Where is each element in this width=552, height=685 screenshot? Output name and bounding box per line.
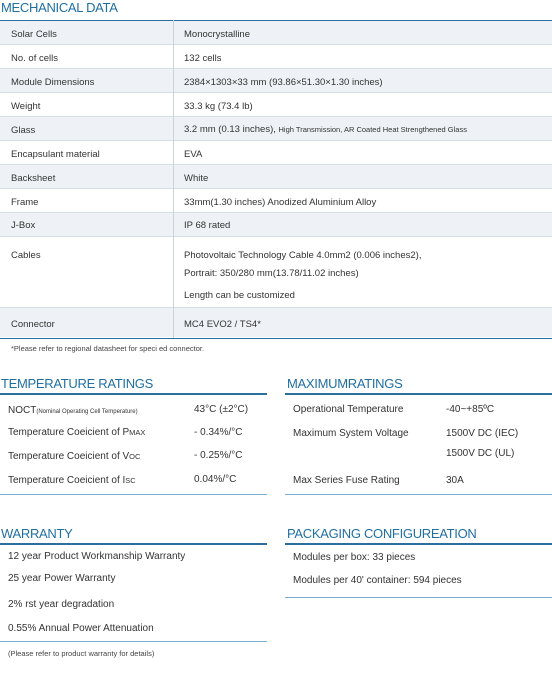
- noct-value: 43°C (±2°C): [194, 404, 249, 415]
- packaging-bottom-rule: [285, 597, 552, 598]
- system-voltage-ul: 1500V DC (UL): [446, 448, 515, 459]
- table-row: [0, 141, 552, 165]
- row-label: Solar Cells: [11, 29, 57, 40]
- row-value: MC4 EVO2 / TS4*: [184, 319, 261, 330]
- row-value-line: Portrait: 350/280 mm(13.78/11.02 inches): [184, 268, 359, 279]
- packaging-item: Modules per box: 33 pieces: [293, 552, 416, 563]
- operational-temp-label: Operational Temperature: [293, 404, 404, 415]
- noct-label: NOCT(Nominal Operating Cell Temperature): [8, 405, 138, 416]
- warranty-item: 2% rst year degradation: [8, 599, 115, 610]
- temperature-rule: [0, 393, 267, 395]
- system-voltage-iec: 1500V DC (IEC): [446, 428, 519, 439]
- row-value-line: Photovoltaic Technology Cable 4.0mm2 (0.006 inches2),: [184, 250, 422, 261]
- isc-sub: SC: [125, 476, 136, 485]
- warranty-rule: [0, 543, 267, 545]
- row-value: 2384×1303×33 mm (93.86×51.30×1.30 inches): [184, 77, 383, 88]
- row-label: No. of cells: [11, 53, 58, 64]
- row-label: Connector: [11, 319, 55, 330]
- packaging-rule: [285, 543, 552, 545]
- temperature-bottom-rule: [0, 494, 267, 495]
- glass-value: 3.2 mm (0.13 inches),: [184, 124, 276, 135]
- row-value: 33.3 kg (73.4 lb): [184, 101, 253, 112]
- row-value: 33mm(1.30 inches) Anodized Aluminium Alloy: [184, 197, 377, 208]
- row-label: Weight: [11, 101, 41, 112]
- pmax-label: Temperature Coeicient of PMAX: [8, 427, 146, 438]
- mechanical-data-table: [0, 20, 552, 337]
- row-value: EVA: [184, 149, 203, 160]
- table-row: [0, 237, 552, 308]
- table-row: [0, 93, 552, 117]
- row-label: Frame: [11, 197, 39, 208]
- row-value: IP 68 rated: [184, 220, 231, 231]
- row-label: Module Dimensions: [11, 77, 95, 88]
- row-label: Encapsulant material: [11, 149, 100, 160]
- row-label: Backsheet: [11, 173, 56, 184]
- glass-detail: High Transmission, AR Coated Heat Strengthened Glass: [278, 125, 467, 134]
- table-row: [0, 189, 552, 213]
- table-row: [0, 213, 552, 237]
- row-label: J-Box: [11, 220, 36, 231]
- row-value: 132 cells: [184, 53, 222, 64]
- connector-note: *Please refer to regional datasheet for speci ed connector.: [11, 344, 205, 353]
- warranty-title: WARRANTY: [1, 526, 73, 541]
- warranty-item: 12 year Product Workmanship Warranty: [8, 551, 186, 562]
- noct-sublabel: (Nominal Operating Cell Temperature): [36, 409, 138, 415]
- operational-temp-value: -40~+85ºC: [446, 404, 495, 415]
- maximum-bottom-rule: [285, 494, 552, 495]
- row-value: [184, 124, 467, 135]
- table-row: [0, 45, 552, 69]
- fuse-rating-value: 30A: [446, 475, 464, 486]
- voc-sub: OC: [129, 452, 141, 461]
- table-row: [0, 165, 552, 189]
- table-divider: [173, 20, 174, 339]
- voc-label: Temperature Coeicient of VOC: [8, 451, 141, 462]
- table-row: [0, 308, 552, 337]
- table-row: [0, 21, 552, 45]
- warranty-item: 25 year Power Warranty: [8, 573, 116, 584]
- fuse-rating-label: Max Series Fuse Rating: [293, 475, 400, 486]
- packaging-title: PACKAGING CONFIGUREATION: [287, 526, 477, 541]
- maximum-ratings-title: MAXIMUMRATINGS: [287, 376, 403, 391]
- row-value: White: [184, 173, 209, 184]
- temperature-ratings-title: TEMPERATURE RATINGS: [1, 376, 153, 391]
- mechanical-data-title: MECHANICAL DATA: [1, 0, 118, 15]
- isc-label: Temperature Coeicient of ISC: [8, 475, 136, 486]
- row-label: Glass: [11, 125, 36, 136]
- table-bottom-rule: [0, 338, 552, 339]
- packaging-item: Modules per 40' container: 594 pieces: [293, 575, 462, 586]
- row-value-line: Length can be customized: [184, 290, 295, 301]
- system-voltage-label: Maximum System Voltage: [293, 428, 409, 439]
- row-label: Cables: [11, 250, 41, 261]
- table-row: [0, 117, 552, 141]
- warranty-note: (Please refer to product warranty for details): [8, 649, 155, 658]
- row-value: Monocrystalline: [184, 29, 250, 40]
- pmax-value: - 0.34%/°C: [194, 427, 243, 438]
- isc-value: 0.04%/°C: [194, 474, 237, 485]
- maximum-rule: [285, 393, 552, 395]
- table-row: [0, 69, 552, 93]
- warranty-item: 0.55% Annual Power Attenuation: [8, 623, 154, 634]
- voc-value: - 0.25%/°C: [194, 450, 243, 461]
- warranty-bottom-rule: [0, 641, 267, 642]
- pmax-sub: MAX: [129, 428, 146, 437]
